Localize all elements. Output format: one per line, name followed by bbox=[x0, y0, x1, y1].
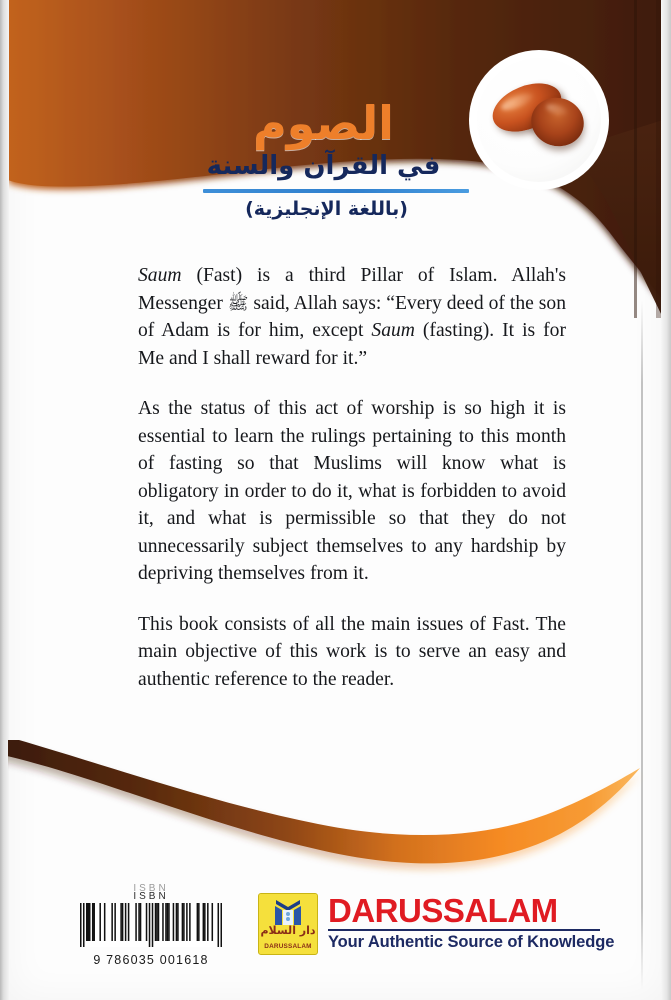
blurb-paragraph-1 bbox=[138, 262, 566, 372]
barcode-image bbox=[80, 903, 222, 947]
logo-latin-name: DARUSSALAM bbox=[264, 943, 312, 950]
publisher-tagline: Your Authentic Source of Knowledge bbox=[328, 933, 615, 951]
isbn-label-ghost: ISBN bbox=[133, 883, 169, 894]
darussalam-logo-mark bbox=[258, 893, 318, 955]
isbn-barcode-block bbox=[76, 885, 226, 967]
blurb-paragraph-3: This book consists of all the main issues of Fast. The main objective of this work is to serve an easy and authentic reference to the reader. bbox=[138, 613, 566, 690]
book-title-arabic: الصوم bbox=[253, 96, 394, 150]
language-note-arabic: (باللغة الإنجليزية) bbox=[245, 197, 408, 220]
publisher-underline bbox=[328, 929, 600, 931]
bottom-swoosh bbox=[8, 740, 663, 900]
swoosh-shape bbox=[8, 740, 640, 863]
blurb-p1-run2: (Fast) is a third Pillar of Islam. Allah's Messenger bbox=[138, 265, 566, 314]
isbn-label: ISBN bbox=[133, 891, 169, 902]
isbn-digits: 9 786035 001618 bbox=[93, 953, 209, 967]
blurb-p1-run3: said, Allah says: “Every deed of the son of Adam is for him, except bbox=[138, 292, 566, 341]
term-saum-2: Saum bbox=[371, 320, 415, 341]
publisher-block bbox=[258, 893, 614, 955]
publisher-text bbox=[328, 893, 614, 952]
book-arch-icon bbox=[259, 894, 317, 928]
title-block bbox=[8, 96, 663, 220]
publisher-name: DARUSSALAM bbox=[328, 892, 558, 929]
sallallahu-alayhi-wasallam-glyph: ﷺ bbox=[227, 293, 249, 314]
blurb-p1-run5: (fasting). It is for Me and I shall reward for it.” bbox=[138, 320, 566, 369]
book-subtitle-arabic: في القرآن والسنة bbox=[206, 151, 441, 181]
term-saum-1: Saum bbox=[138, 265, 182, 286]
title-divider-rule bbox=[203, 189, 469, 193]
blurb-paragraph-2: As the status of this act of worship is so high it is essential to learn the rulings pertaining to this month of fasting so that Muslims will know what is obligatory in order to do it, what is forbidden to avoid it, and what is permissible so that they do not unnecessarily subject themselves to any hardship by depriving themselves from it. bbox=[138, 398, 566, 584]
logo-arabic-name: دار السلام bbox=[260, 924, 316, 937]
back-cover-blurb bbox=[138, 262, 566, 693]
